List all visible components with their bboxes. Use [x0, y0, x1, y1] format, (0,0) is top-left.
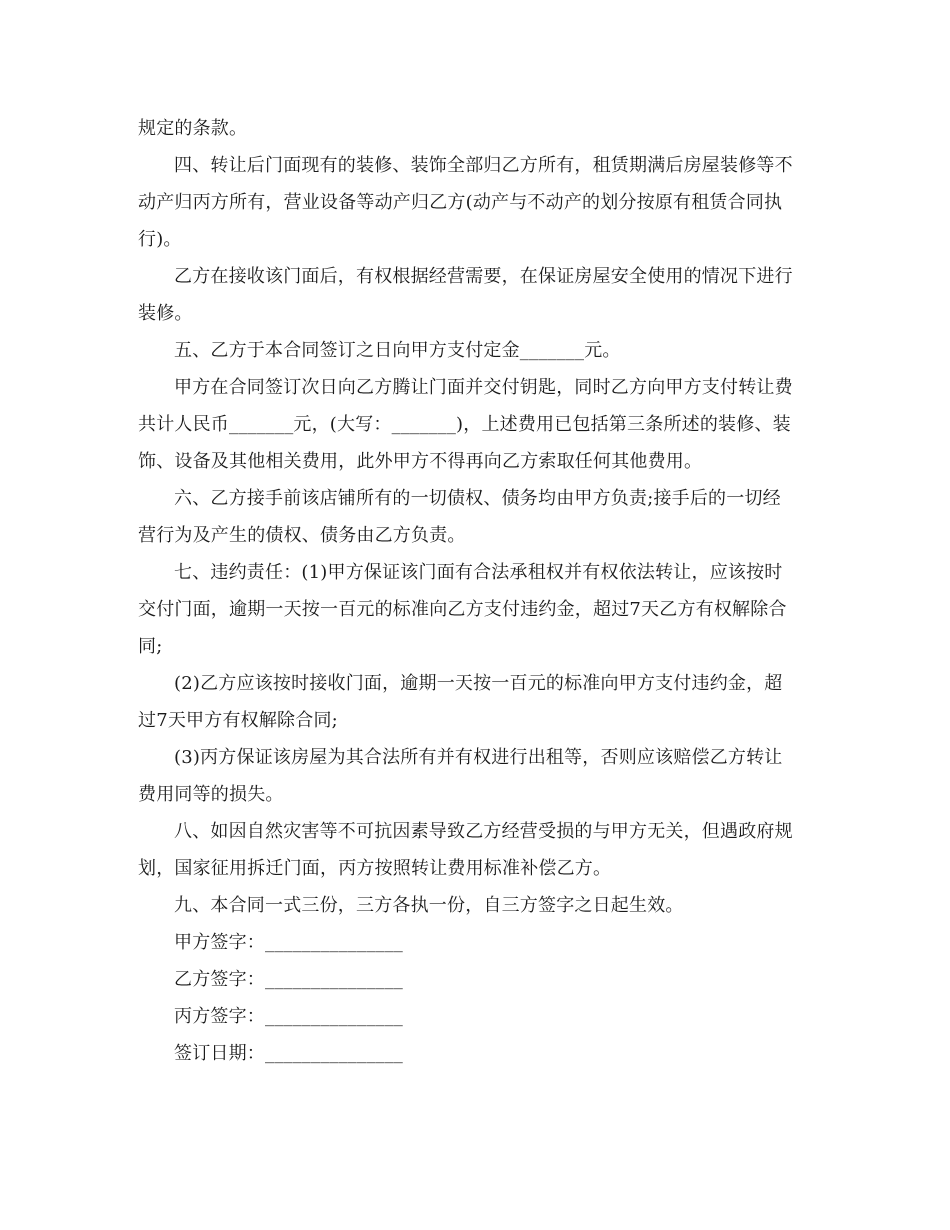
text-line: (2)乙方应该按时接收门面，逾期一天按一百元的标准向甲方支付违约金，超 — [174, 673, 783, 694]
text-line: 同; — [138, 636, 163, 657]
text-line: 九、本合同一式三份，三方各执一份，自三方签字之日起生效。 — [174, 895, 684, 916]
text-line: 饰、设备及其他相关费用，此外甲方不得再向乙方索取任何其他费用。 — [138, 451, 703, 472]
text-line: 共计人民币_______元，(大写：_______)，上述费用已包括第三条所述的装修、装 — [138, 414, 791, 435]
text-line: 甲方在合同签订次日向乙方腾让门面并交付钥匙，同时乙方向甲方支付转让费 — [174, 377, 793, 398]
text-line: 划，国家征用拆迁门面，丙方按照转让费用标准补偿乙方。 — [138, 858, 612, 879]
text-line: 营行为及产生的债权、债务由乙方负责。 — [138, 525, 466, 546]
text-line: 装修。 — [138, 303, 193, 324]
signature-line-party-c: 丙方签字：_______________ — [174, 1006, 403, 1027]
text-line: 费用同等的损失。 — [138, 784, 284, 805]
text-line: 六、乙方接手前该店铺所有的一切债权、债务均由甲方负责;接手后的一切经 — [174, 488, 781, 509]
text-line: 行)。 — [138, 229, 182, 250]
signature-line-party-a: 甲方签字：_______________ — [174, 932, 403, 953]
text-line: 四、转让后门面现有的装修、装饰全部归乙方所有，租赁期满后房屋装修等不 — [174, 155, 793, 176]
text-line: 交付门面，逾期一天按一百元的标准向乙方支付违约金，超过7天乙方有权解除合 — [138, 599, 787, 620]
text-line: (3)丙方保证该房屋为其合法所有并有权进行出租等，否则应该赔偿乙方转让 — [174, 747, 783, 768]
signing-date-line: 签订日期：_______________ — [174, 1043, 403, 1064]
text-line: 规定的条款。 — [138, 118, 248, 139]
text-line: 动产归丙方所有，营业设备等动产归乙方(动产与不动产的划分按原有租赁合同执 — [138, 192, 783, 213]
text-line: 八、如因自然灾害等不可抗因素导致乙方经营受损的与甲方无关，但遇政府规 — [174, 821, 793, 842]
text-line: 七、违约责任：(1)甲方保证该门面有合法承租权并有权依法转让，应该按时 — [174, 562, 783, 583]
signature-line-party-b: 乙方签字：_______________ — [174, 969, 403, 990]
text-line: 过7天甲方有权解除合同; — [138, 710, 338, 731]
text-line: 乙方在接收该门面后，有权根据经营需要，在保证房屋安全使用的情况下进行 — [174, 266, 793, 287]
text-line: 五、乙方于本合同签订之日向甲方支付定金_______元。 — [174, 340, 621, 361]
